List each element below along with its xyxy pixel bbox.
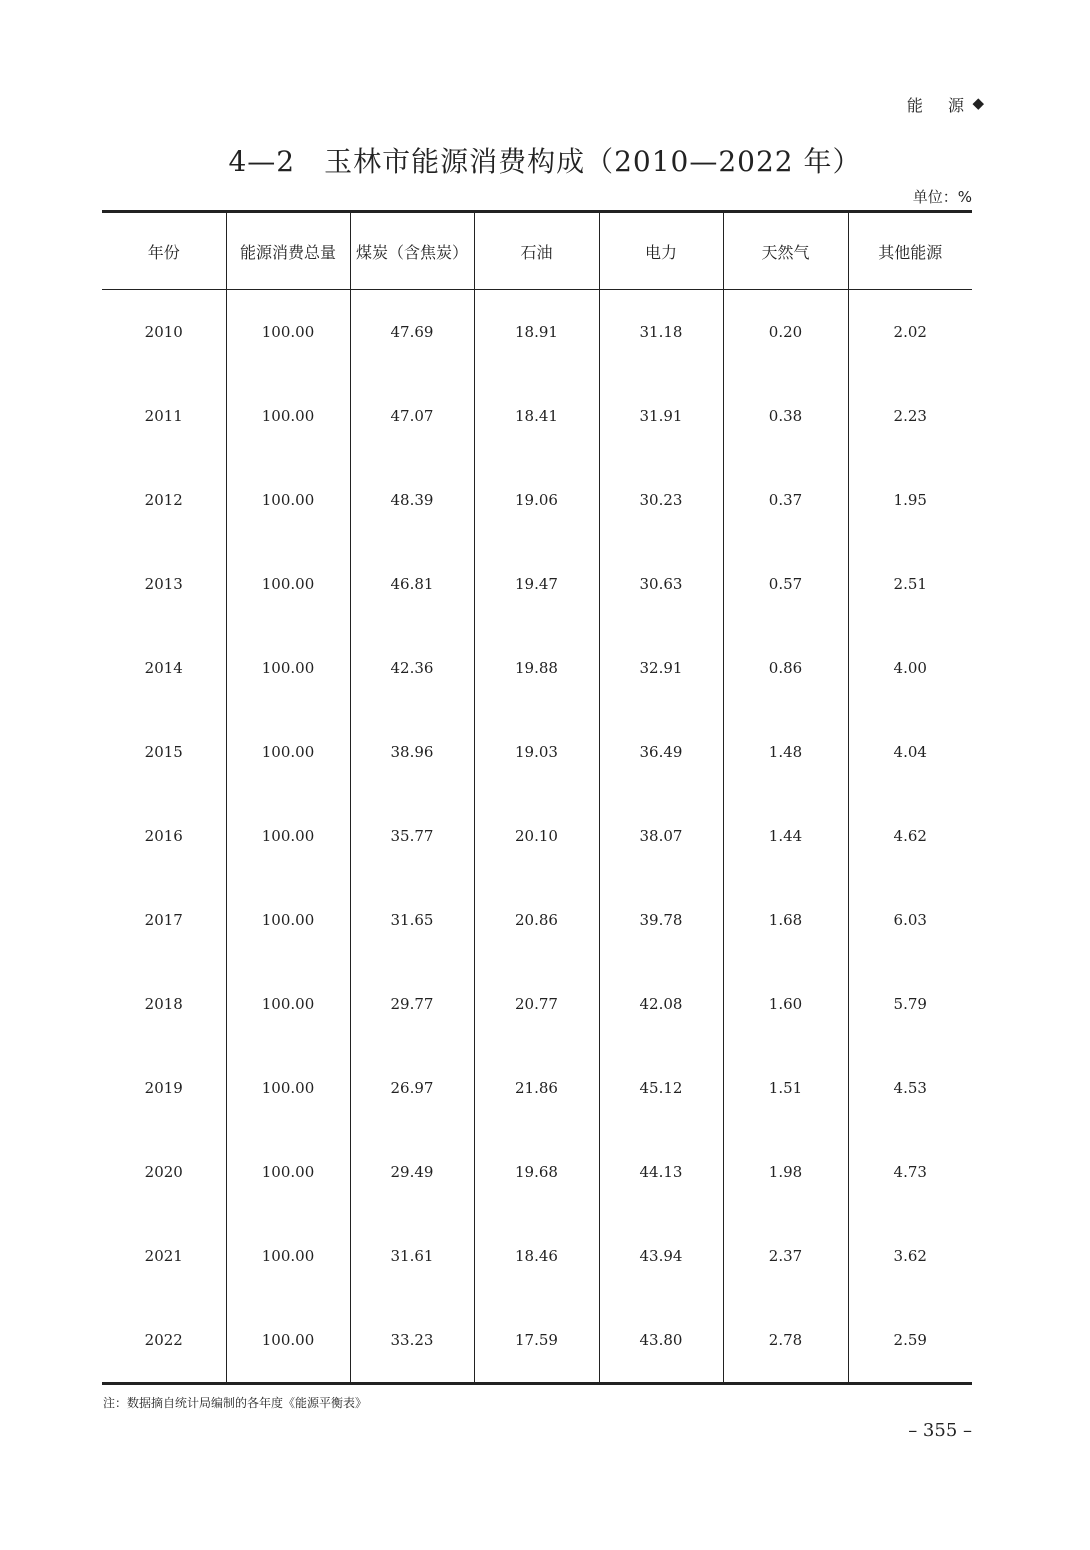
cell-year: 2013 — [102, 542, 226, 626]
diamond-icon: ◆ — [972, 94, 984, 112]
cell-coal: 48.39 — [350, 458, 474, 542]
cell-total: 100.00 — [226, 1214, 350, 1298]
table-title: 4—2 玉林市能源消费构成（2010—2022 年） — [228, 145, 862, 178]
page-number: – 355 – — [908, 1420, 972, 1441]
cell-year: 2020 — [102, 1130, 226, 1214]
cell-coal: 47.07 — [350, 374, 474, 458]
cell-other-energy: 4.73 — [893, 1163, 927, 1181]
header-oil: 石油 — [474, 212, 599, 290]
cell-natural-gas: 1.98 — [723, 1130, 848, 1214]
cell-coal: 31.65 — [350, 878, 474, 962]
cell-total: 100.00 — [226, 1046, 350, 1130]
cell-coal: 47.69 — [350, 290, 474, 375]
cell-natural-gas: 1.44 — [723, 794, 848, 878]
cell-coal: 29.77 — [350, 962, 474, 1046]
cell-total: 100.00 — [226, 626, 350, 710]
cell-natural-gas: 2.78 — [723, 1298, 848, 1384]
cell-other-energy: 4.62 — [893, 827, 927, 845]
table-header-row — [102, 212, 972, 290]
cell-oil: 19.47 — [474, 542, 599, 626]
cell-oil: 17.59 — [474, 1298, 599, 1384]
cell-electricity: 31.91 — [599, 374, 723, 458]
cell-total: 100.00 — [226, 962, 350, 1046]
table-row — [102, 1046, 972, 1130]
cell-coal: 29.49 — [350, 1130, 474, 1214]
table-row — [102, 374, 972, 458]
cell-natural-gas: 0.38 — [723, 374, 848, 458]
cell-electricity: 30.23 — [599, 458, 723, 542]
cell-total: 100.00 — [226, 458, 350, 542]
cell-oil: 19.68 — [474, 1130, 599, 1214]
header-other-energy: 其他能源 — [848, 212, 972, 290]
cell-oil: 21.86 — [474, 1046, 599, 1130]
table-row — [102, 290, 972, 375]
table-row — [102, 1298, 972, 1384]
cell-natural-gas: 1.68 — [723, 878, 848, 962]
cell-natural-gas: 0.86 — [723, 626, 848, 710]
cell-other-energy: 2.59 — [893, 1331, 927, 1349]
cell-electricity: 31.18 — [599, 290, 723, 375]
cell-other-energy: 2.51 — [893, 575, 927, 593]
cell-total: 100.00 — [226, 794, 350, 878]
cell-oil: 19.06 — [474, 458, 599, 542]
cell-total: 100.00 — [226, 290, 350, 375]
cell-natural-gas: 0.20 — [723, 290, 848, 375]
cell-coal: 38.96 — [350, 710, 474, 794]
cell-other-energy: 4.53 — [893, 1079, 927, 1097]
header-coal: 煤炭（含焦炭） — [350, 212, 474, 290]
cell-electricity: 38.07 — [599, 794, 723, 878]
cell-electricity: 44.13 — [599, 1130, 723, 1214]
cell-year: 2019 — [102, 1046, 226, 1130]
cell-oil: 18.41 — [474, 374, 599, 458]
cell-electricity: 43.80 — [599, 1298, 723, 1384]
cell-natural-gas: 0.57 — [723, 542, 848, 626]
cell-natural-gas: 0.37 — [723, 458, 848, 542]
cell-coal: 31.61 — [350, 1214, 474, 1298]
cell-year: 2012 — [102, 458, 226, 542]
cell-other-energy: 2.02 — [893, 323, 927, 341]
table-row — [102, 1214, 972, 1298]
header-natural-gas: 天然气 — [723, 212, 848, 290]
cell-natural-gas: 2.37 — [723, 1214, 848, 1298]
table-body — [102, 290, 972, 1384]
cell-oil: 18.46 — [474, 1214, 599, 1298]
cell-other-energy: 5.79 — [893, 995, 927, 1013]
cell-year: 2021 — [102, 1214, 226, 1298]
cell-oil: 19.88 — [474, 626, 599, 710]
cell-electricity: 42.08 — [599, 962, 723, 1046]
cell-year: 2017 — [102, 878, 226, 962]
cell-year: 2022 — [102, 1298, 226, 1384]
cell-coal: 42.36 — [350, 626, 474, 710]
table-row — [102, 962, 972, 1046]
header-year: 年份 — [102, 212, 226, 290]
cell-coal: 35.77 — [350, 794, 474, 878]
unit-label: 单位：% — [912, 188, 972, 206]
cell-electricity: 30.63 — [599, 542, 723, 626]
table-row — [102, 710, 972, 794]
energy-consumption-table — [102, 210, 972, 1385]
cell-other-energy: 2.23 — [893, 407, 927, 425]
cell-year: 2010 — [102, 290, 226, 375]
cell-electricity: 39.78 — [599, 878, 723, 962]
cell-total: 100.00 — [226, 1298, 350, 1384]
cell-natural-gas: 1.51 — [723, 1046, 848, 1130]
table-row — [102, 794, 972, 878]
cell-oil: 20.86 — [474, 878, 599, 962]
cell-other-energy: 4.00 — [893, 659, 927, 677]
cell-year: 2011 — [102, 374, 226, 458]
cell-natural-gas: 1.60 — [723, 962, 848, 1046]
table-row — [102, 878, 972, 962]
cell-year: 2015 — [102, 710, 226, 794]
table-row — [102, 626, 972, 710]
cell-other-energy: 6.03 — [893, 911, 927, 929]
table-row — [102, 458, 972, 542]
cell-oil: 20.10 — [474, 794, 599, 878]
cell-year: 2014 — [102, 626, 226, 710]
table-row — [102, 1130, 972, 1214]
cell-total: 100.00 — [226, 1130, 350, 1214]
cell-oil: 18.91 — [474, 290, 599, 375]
cell-oil: 19.03 — [474, 710, 599, 794]
cell-coal: 26.97 — [350, 1046, 474, 1130]
source-note: 注：数据摘自统计局编制的各年度《能源平衡表》 — [103, 1396, 368, 1410]
cell-total: 100.00 — [226, 710, 350, 794]
table-row — [102, 542, 972, 626]
cell-other-energy: 4.04 — [893, 743, 927, 761]
running-head: 能 源 — [906, 96, 974, 115]
cell-coal: 46.81 — [350, 542, 474, 626]
cell-other-energy: 1.95 — [893, 491, 927, 509]
cell-year: 2016 — [102, 794, 226, 878]
header-electricity: 电力 — [599, 212, 723, 290]
cell-other-energy: 3.62 — [893, 1247, 927, 1265]
cell-total: 100.00 — [226, 542, 350, 626]
cell-total: 100.00 — [226, 374, 350, 458]
cell-natural-gas: 1.48 — [723, 710, 848, 794]
cell-electricity: 43.94 — [599, 1214, 723, 1298]
cell-oil: 20.77 — [474, 962, 599, 1046]
cell-coal: 33.23 — [350, 1298, 474, 1384]
header-total: 能源消费总量 — [226, 212, 350, 290]
cell-electricity: 45.12 — [599, 1046, 723, 1130]
cell-year: 2018 — [102, 962, 226, 1046]
cell-electricity: 36.49 — [599, 710, 723, 794]
cell-total: 100.00 — [226, 878, 350, 962]
cell-electricity: 32.91 — [599, 626, 723, 710]
